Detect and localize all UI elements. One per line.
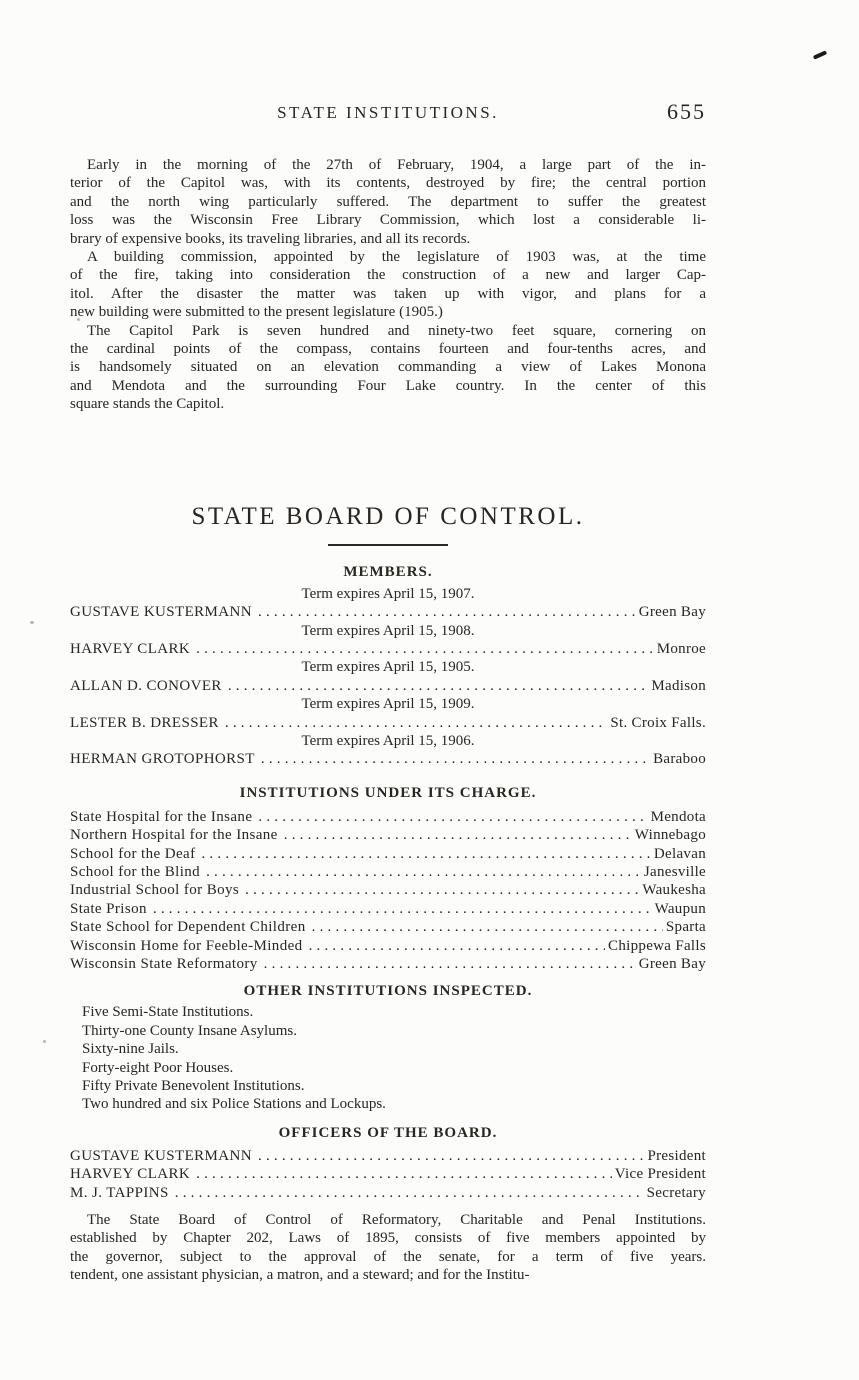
inspected-item: Sixty-nine Jails. (82, 1041, 179, 1058)
scan-artifact (813, 50, 827, 59)
institution-name: School for the Blind (70, 863, 201, 880)
institution-place: Sparta (665, 919, 706, 936)
text-line: brary of expensive books, its traveling libraries, and all its records. (70, 230, 471, 247)
text-line: is handsomely situated on an elevation commanding a view of Lakes Monona (70, 359, 706, 376)
text-line: A building commission, appointed by the legislature of 1903 was, at the time (87, 249, 706, 266)
intro-paragraphs (70, 156, 706, 414)
text-line: terior of the Capitol was, with its contents, destroyed by fire; the central portion (70, 175, 706, 192)
dot-leader (153, 900, 652, 918)
member-term: Term expires April 15, 1905. (301, 659, 475, 676)
page-header (70, 101, 706, 127)
text-line: and the north wing particularly suffered. The department to suffer the greatest (70, 193, 706, 210)
officers-list (70, 1147, 706, 1202)
text-line: of the fire, taking into consideration the construction of a new and larger Cap- (70, 267, 706, 284)
text-line: square stands the Capitol. (70, 396, 225, 413)
text-line: and Mendota and the surrounding Four Lake country. In the center of this (70, 377, 706, 394)
dot-leader (228, 677, 649, 695)
inspected-item: Fifty Private Benevolent Institutions. (82, 1078, 305, 1095)
members-list (70, 585, 706, 769)
member-name: GUSTAVE KUSTERMANN (70, 604, 252, 621)
institutions-heading: INSTITUTIONS UNDER ITS CHARGE. (239, 784, 537, 801)
officer-title: President (647, 1147, 706, 1164)
member-place: St. Croix Falls. (610, 714, 706, 731)
dot-leader (309, 937, 605, 955)
officer-row (70, 1147, 706, 1165)
dot-leader (312, 918, 663, 936)
institution-place: Winnebago (634, 827, 706, 844)
text-line: established by Chapter 202, Laws of 1895, consists of five members appointed by (70, 1230, 706, 1247)
institution-place: Mendota (650, 808, 706, 825)
member-name: HARVEY CLARK (70, 640, 191, 657)
institution-place: Chippewa Falls (608, 937, 706, 954)
institution-name: School for the Deaf (70, 845, 196, 862)
running-title: STATE INSTITUTIONS. (277, 103, 499, 122)
member-place: Baraboo (653, 751, 706, 768)
text-line: new building were submitted to the present legislature (1905.) (70, 304, 443, 321)
dot-leader (225, 714, 607, 732)
dot-leader (258, 808, 647, 826)
institution-name: State Hospital for the Insane (70, 808, 253, 825)
dot-leader (175, 1184, 644, 1202)
institution-name: Wisconsin State Reformatory (70, 956, 258, 972)
institution-row (70, 826, 706, 844)
member-row (70, 714, 706, 732)
divider-rule (328, 544, 448, 546)
institution-place: Waukesha (642, 882, 706, 899)
member-place: Green Bay (638, 604, 706, 621)
text-line: loss was the Wisconsin Free Library Commission, which lost a considerable li- (70, 212, 706, 229)
members-heading: MEMBERS. (343, 563, 433, 580)
institution-place: Green Bay (638, 956, 706, 972)
officer-name: M. J. TAPPINS (70, 1184, 169, 1201)
member-term: Term expires April 15, 1906. (301, 732, 475, 749)
institution-place: Janesville (643, 863, 706, 880)
inspected-item: Two hundred and six Police Stations and Lockups. (82, 1096, 386, 1113)
dot-leader (196, 640, 654, 658)
inspected-item: Thirty-one County Insane Asylums. (82, 1022, 297, 1039)
member-place: Madison (651, 677, 706, 694)
officers-heading: OFFICERS OF THE BOARD. (278, 1124, 498, 1141)
text-line: the governor, subject to the approval of the senate, for a term of five years. (70, 1248, 706, 1265)
text-line: tendent, one assistant physician, a matron, and a steward; and for the Institu- (70, 1267, 530, 1284)
dot-leader (196, 1165, 612, 1183)
institution-place: Waupun (654, 900, 706, 917)
member-row (70, 750, 706, 768)
institution-row (70, 863, 706, 881)
dot-leader (261, 750, 650, 768)
member-term: Term expires April 15, 1909. (301, 696, 475, 713)
inspected-item: Forty-eight Poor Houses. (82, 1059, 234, 1076)
member-term: Term expires April 15, 1908. (301, 622, 475, 639)
institution-name: State School for Dependent Children (70, 919, 306, 936)
officer-name: HARVEY CLARK (70, 1166, 191, 1183)
member-name: ALLAN D. CONOVER (70, 677, 222, 694)
inspected-list (70, 1003, 706, 1113)
member-name: HERMAN GROTOPHORST (70, 751, 255, 768)
officer-name: GUSTAVE KUSTERMANN (70, 1147, 252, 1164)
page-number: 655 (667, 99, 706, 124)
institution-row (70, 937, 706, 955)
institution-name: Wisconsin Home for Feeble-Minded (70, 937, 303, 954)
dot-leader (245, 881, 639, 899)
section-title: STATE BOARD OF CONTROL. (191, 502, 585, 530)
member-term: Term expires April 15, 1907. (301, 585, 475, 602)
paragraph (70, 322, 706, 414)
dot-leader (258, 603, 636, 621)
institution-row (70, 918, 706, 936)
dot-leader (206, 863, 641, 881)
institution-row (70, 955, 706, 973)
member-name: LESTER B. DRESSER (70, 714, 219, 731)
institutions-list (70, 808, 706, 974)
member-row (70, 640, 706, 658)
institution-row (70, 881, 706, 899)
institution-row (70, 845, 706, 863)
dot-leader (201, 845, 650, 863)
officer-row (70, 1165, 706, 1183)
officer-title: Secretary (646, 1184, 706, 1201)
institution-row (70, 900, 706, 918)
inspected-item: Five Semi-State Institutions. (82, 1004, 254, 1021)
institution-row (70, 808, 706, 826)
officer-row (70, 1184, 706, 1202)
institution-place: Delavan (653, 845, 706, 862)
paragraph (70, 248, 706, 322)
institution-name: Northern Hospital for the Insane (70, 827, 278, 844)
member-place: Monroe (656, 640, 706, 657)
paragraph (70, 156, 706, 248)
officer-title: Vice President (614, 1166, 706, 1183)
member-row (70, 603, 706, 621)
text-line: itol. After the disaster the matter was taken up with vigor, and plans for a (70, 285, 706, 302)
text-line: Early in the morning of the 27th of February, 1904, a large part of the in- (87, 157, 706, 173)
member-row (70, 677, 706, 695)
institution-name: Industrial School for Boys (70, 882, 240, 899)
page-content (0, 101, 706, 1285)
dot-leader (284, 826, 632, 844)
text-line: the cardinal points of the compass, contains fourteen and four-tenths acres, and (70, 341, 706, 358)
dot-leader (264, 955, 636, 973)
text-line: The Capitol Park is seven hundred and ninety-two feet square, cornering on (87, 322, 706, 339)
inspected-heading: OTHER INSTITUTIONS INSPECTED. (243, 983, 533, 1000)
closing-paragraph (70, 1211, 706, 1285)
institution-name: State Prison (70, 900, 147, 917)
dot-leader (258, 1147, 644, 1165)
text-line: The State Board of Control of Reformatory, Charitable and Penal Institutions. (87, 1212, 706, 1229)
